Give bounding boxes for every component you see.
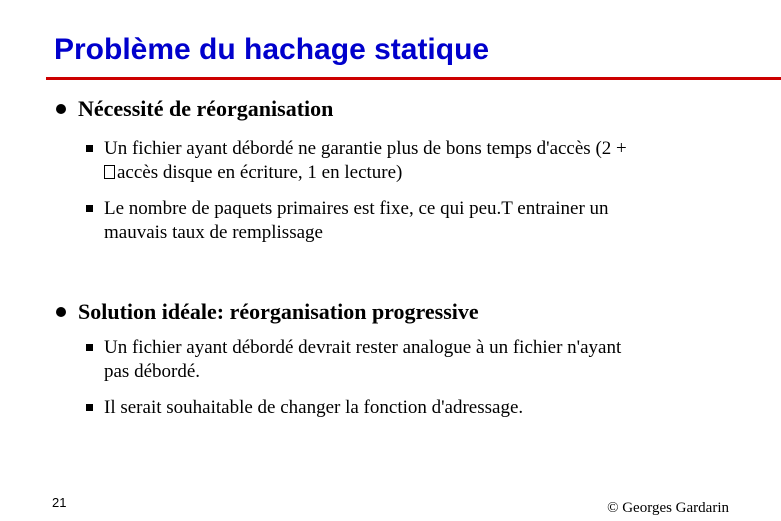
list-item [104,396,764,420]
list-item-line: Un fichier ayant débordé ne garantie plus de bons temps d'accès (2 + [104,138,627,159]
item-bullet-icon [86,344,93,351]
page-number: 21 [52,495,67,510]
list-item-line: Le nombre de paquets primaires est fixe, ce qui peu.T entrainer un [104,198,609,219]
section-bullet-icon [56,307,66,317]
item-bullet-icon [86,404,93,411]
list-item-line: Il serait souhaitable de changer la fonction d'adressage. [104,397,524,418]
list-item [104,336,764,384]
section-heading: Nécessité de réorganisation [78,96,334,121]
list-item-line: pas débordé. [104,361,201,382]
title-underline [46,77,781,80]
item-bullet-icon [86,205,93,212]
list-item-line: accès disque en écriture, 1 en lecture) [104,161,764,185]
section-bullet-icon [56,104,66,114]
list-item-line: mauvais taux de remplissage [104,222,323,243]
slide-title: Problème du hachage statique [54,33,490,66]
footer-copyright: © Georges Gardarin [607,500,729,516]
list-item [104,137,764,185]
item-bullet-icon [86,145,93,152]
missing-glyph-icon [104,165,115,179]
list-item [104,197,764,245]
list-item-line: Un fichier ayant débordé devrait rester analogue à un fichier n'ayant [104,337,622,358]
section-heading: Solution idéale: réorganisation progressive [78,299,479,324]
